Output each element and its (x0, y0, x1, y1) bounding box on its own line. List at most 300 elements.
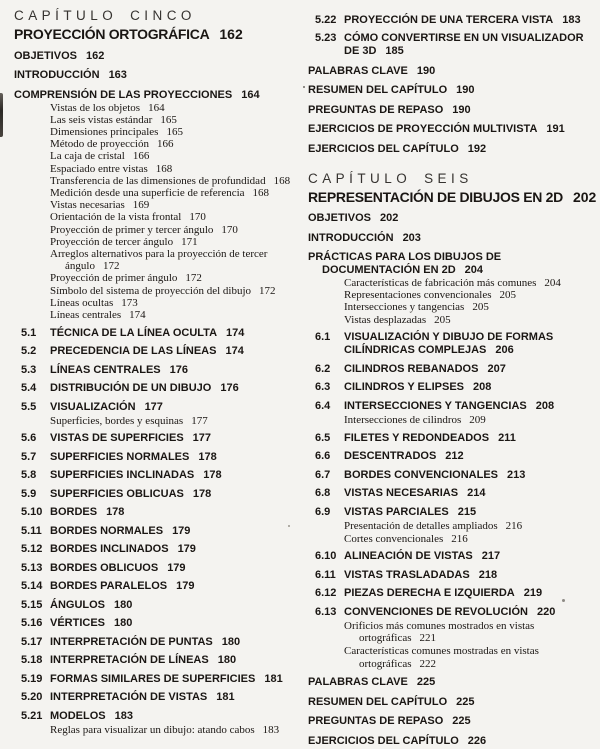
toc-entry-label (308, 84, 592, 97)
page-number: 217 (481, 550, 501, 563)
page-number: 176 (220, 382, 239, 395)
toc-entry-label (14, 50, 295, 63)
toc-entry-text: VISUALIZACIÓN (50, 400, 136, 413)
page-number: 174 (226, 326, 245, 339)
toc-subentry-text: Intersecciones de cilindros (344, 413, 462, 426)
toc-entry (308, 715, 592, 728)
toc-entry-body (50, 654, 295, 667)
toc-entry-text: DESCENTRADOS (344, 450, 437, 463)
page-number: 179 (167, 561, 186, 574)
chapter-page-number: 202 (572, 188, 597, 205)
toc-entry-body (50, 617, 295, 630)
toc-entry-label (50, 617, 295, 630)
toc-entry-label (50, 345, 295, 358)
toc-entry (308, 232, 592, 245)
chapter-kicker: CAPÍTULO CINCO (14, 8, 196, 23)
toc-entry (21, 636, 295, 649)
toc-entry-text: PRECEDENCIA DE LAS LÍNEAS (50, 345, 217, 358)
toc-entry-text: PROYECCIÓN DE UNA TERCERA VISTA (344, 13, 554, 26)
toc-entry-text: PALABRAS CLAVE (308, 64, 408, 77)
toc-entry-body (50, 673, 295, 686)
toc-entry (315, 400, 592, 426)
page-number: 214 (467, 487, 486, 500)
toc-entry (21, 401, 295, 427)
toc-entry-text: EJERCICIOS DE PROYECCIÓN MULTIVISTA (308, 123, 538, 135)
toc-subentry (344, 645, 592, 669)
toc-entry-body (50, 327, 295, 340)
page-number: 178 (203, 469, 222, 482)
toc-entry-text: BORDES INCLINADOS (50, 543, 169, 556)
page-number: 192 (467, 142, 487, 155)
page-number: 178 (192, 487, 212, 500)
toc-entry-text: TÉCNICA DE LA LÍNEA OCULTA (50, 326, 218, 339)
chapter-heading (14, 8, 295, 43)
toc-entry (315, 606, 592, 670)
toc-entry (315, 550, 592, 563)
toc-entry (21, 710, 295, 736)
section-number: 5.15 (21, 598, 43, 611)
toc-entry (315, 331, 592, 357)
toc-entry-label (308, 735, 592, 748)
page-number: 208 (535, 399, 555, 412)
page-number: 172 (259, 284, 276, 297)
toc-entry-body (308, 84, 592, 97)
section-number: 6.1 (315, 331, 331, 344)
toc-subentry (50, 126, 295, 138)
toc-entry-label (50, 654, 295, 667)
toc-subentry (50, 199, 295, 211)
toc-entry-body (14, 89, 295, 322)
section-number: 5.8 (21, 469, 37, 482)
toc-entry-text: PREGUNTAS DE REPASO (308, 103, 444, 116)
section-number: 5.1 (21, 326, 37, 339)
toc-entry (315, 450, 592, 463)
toc-entry-text: LÍNEAS CENTRALES (50, 363, 161, 376)
toc-subentry-text: Vistas necesarias (50, 199, 125, 212)
toc-entry-label (344, 606, 592, 619)
toc-entry-label (344, 469, 592, 482)
page-number: 212 (445, 450, 464, 463)
section-number: 5.5 (21, 400, 37, 413)
page-number: 216 (451, 532, 468, 545)
toc-subentry-text: Dimensiones principales (50, 125, 159, 138)
toc-entry (21, 673, 295, 686)
toc-entry-label (344, 432, 592, 445)
page-number: 168 (155, 162, 173, 175)
toc-entry-text: CÓMO CONVERTIRSE EN UN VISUALIZADOR DE 3D (344, 32, 584, 57)
toc-subentry-text: Proyección de tercer ángulo (50, 235, 174, 248)
toc-entry-body (308, 696, 592, 709)
page-number: 190 (456, 84, 475, 96)
section-number: 5.6 (21, 432, 37, 445)
section-number: 5.14 (21, 580, 43, 593)
toc-subentry-text: Orientación de la vista frontal (50, 211, 182, 224)
toc-entry-label (50, 580, 295, 593)
toc-subentry-text: Presentación de detalles ampliados (344, 519, 498, 532)
section-number: 6.7 (315, 468, 331, 481)
toc-column-right (300, 0, 600, 749)
page-number: 163 (108, 69, 127, 81)
toc-entry (315, 487, 592, 500)
page-number: 213 (507, 468, 526, 481)
toc-entry-label (50, 401, 295, 414)
toc-subentry-text: Proyección de primer y tercer ángulo (50, 223, 214, 236)
toc-subentry-text: Cortes convencionales (344, 532, 444, 545)
chapter-title (14, 26, 295, 43)
toc-entry (21, 469, 295, 482)
page-number: 203 (402, 231, 421, 244)
page-number: 180 (221, 635, 241, 648)
toc-entry-body (344, 569, 592, 582)
toc-entry-label (344, 381, 592, 394)
toc-subentry-text: Intersecciones y tangencias (344, 301, 465, 314)
page-number: 170 (189, 211, 206, 224)
page-number: 179 (172, 524, 191, 537)
toc-entry-text: BORDES OBLICUOS (50, 561, 159, 574)
page-number: 183 (262, 723, 280, 736)
page-number: 204 (544, 277, 561, 289)
section-number: 5.11 (21, 524, 42, 537)
page-number: 177 (144, 400, 163, 413)
toc-entry (21, 451, 295, 464)
toc-entry-text: RESUMEN DEL CAPÍTULO (308, 695, 448, 708)
page-number: 207 (487, 362, 506, 375)
toc-entry (315, 432, 592, 445)
toc-entry-label (308, 676, 592, 689)
toc-subentry-text: Características comunes mostradas en vistas ortográficas (344, 645, 539, 670)
toc-entry-body (344, 606, 592, 670)
section-number: 5.18 (21, 654, 43, 667)
page-number: 180 (217, 654, 237, 667)
toc-entry (21, 364, 295, 377)
toc-subentry (50, 224, 295, 236)
toc-entry-text: EJERCICIOS DEL CAPÍTULO (308, 142, 459, 155)
page-number: 174 (129, 308, 146, 321)
toc-entry-text: PALABRAS CLAVE (308, 676, 408, 689)
page-number: 219 (523, 587, 543, 600)
page-number: 181 (216, 691, 235, 704)
toc-entry-body (50, 432, 295, 445)
scan-artifact (288, 525, 290, 527)
toc-subentry-text: Espaciado entre vistas (50, 162, 148, 175)
page-number: 177 (192, 432, 212, 445)
toc-entry-text: DISTRIBUCIÓN DE UN DIBUJO (50, 382, 212, 395)
toc-entry-label (344, 487, 592, 500)
section-number: 6.6 (315, 450, 331, 463)
toc-entry-label (308, 212, 592, 225)
toc-subentry (50, 163, 295, 175)
toc-entry-body (344, 331, 592, 357)
toc-entry-label (308, 104, 592, 117)
toc-subentry (50, 248, 295, 272)
chapter-title-text: PROYECCIÓN ORTOGRÁFICA (14, 26, 210, 42)
section-number: 6.4 (315, 399, 331, 412)
page-number: 179 (176, 580, 195, 593)
toc-subentry-text: Símbolo del sistema de proyección del dibujo (50, 284, 252, 297)
section-number: 6.12 (315, 587, 337, 600)
toc-subentry (50, 187, 295, 199)
toc-entry-label (14, 69, 295, 82)
toc-entry-label (308, 123, 592, 136)
toc-entry (315, 14, 592, 27)
toc-entry-label (344, 506, 592, 519)
toc-entry-body (344, 469, 592, 482)
toc-entry (21, 382, 295, 395)
page-number: 181 (264, 672, 283, 685)
toc-entry-label (344, 400, 592, 413)
toc-entry-body (50, 506, 295, 519)
toc-subentry (344, 314, 592, 326)
page-number: 183 (114, 709, 133, 722)
toc-entry-text: COMPRENSIÓN DE LAS PROYECCIONES (14, 88, 233, 101)
toc-entry-text: PREGUNTAS DE REPASO (308, 715, 444, 728)
page-number: 205 (499, 289, 517, 302)
toc-entry-body (50, 382, 295, 395)
toc-entry-body (14, 50, 295, 63)
toc-subentry-text: Proyección de primer ángulo (50, 272, 178, 285)
page-number: 225 (416, 676, 436, 689)
toc-entry (21, 617, 295, 630)
toc-entry-text: BORDES PARALELOS (50, 580, 168, 593)
toc-entry (315, 469, 592, 482)
toc-entry-text: PIEZAS DERECHA E IZQUIERDA (344, 587, 515, 600)
toc-entry (315, 32, 592, 58)
toc-entry (308, 696, 592, 709)
scan-artifact (562, 599, 565, 602)
page-number: 221 (419, 632, 437, 645)
toc-subentry-text: Líneas ocultas (50, 296, 114, 309)
toc-entry-body (50, 691, 295, 704)
toc-subentry (50, 297, 295, 309)
toc-entry-label (344, 14, 592, 27)
toc-entry-body (308, 65, 592, 78)
toc-subentry-text: Método de proyección (50, 138, 149, 151)
toc-subentry (50, 236, 295, 248)
toc-entry (308, 676, 592, 689)
toc-entry-text: SUPERFICIES OBLICUAS (50, 487, 184, 500)
toc-entry (315, 506, 592, 545)
chapter-heading (308, 170, 597, 206)
toc-entry-label (344, 450, 592, 463)
toc-entry (14, 50, 295, 63)
page-number: 170 (221, 223, 238, 236)
page-number: 165 (166, 125, 183, 138)
page-number: 164 (148, 101, 165, 114)
toc-entry-body (308, 735, 592, 748)
toc-entry-text: INTERPRETACIÓN DE VISTAS (50, 691, 208, 704)
page-number: 225 (452, 715, 471, 728)
section-number: 6.5 (315, 431, 331, 444)
toc-entry-body (50, 488, 295, 501)
toc-entry-label (50, 364, 295, 377)
toc-entry-text: INTRODUCCIÓN (14, 69, 100, 81)
toc-entry-label (50, 543, 295, 556)
page-number: 225 (456, 695, 475, 708)
toc-entry-body (308, 212, 592, 225)
toc-entry-label (344, 587, 592, 600)
toc-entry (21, 525, 295, 538)
scan-artifact (303, 86, 305, 88)
page-number: 168 (252, 186, 270, 199)
toc-entry-text: OBJETIVOS (14, 49, 77, 62)
toc-subentry-text: Características de fabricación más comunes (344, 277, 537, 289)
section-number: 6.10 (315, 550, 337, 563)
toc-entry (21, 654, 295, 667)
toc-entry-text: INTERPRETACIÓN DE PUNTAS (50, 635, 213, 648)
toc-entry-body (50, 562, 295, 575)
toc-entry-body (50, 345, 295, 358)
page-number: 173 (121, 296, 138, 309)
toc-entry-text: INTERPRETACIÓN DE LÍNEAS (50, 654, 209, 667)
page-number: 183 (562, 13, 581, 26)
toc-entry-label (50, 488, 295, 501)
toc-entry-label (50, 382, 295, 395)
toc-entry-body (344, 14, 592, 27)
page-number: 202 (379, 212, 399, 224)
section-number: 5.10 (21, 506, 43, 519)
toc-entry (21, 488, 295, 501)
toc-entry-label (50, 525, 295, 538)
toc-entry (315, 587, 592, 600)
toc-entry-text: ALINEACIÓN DE VISTAS (344, 550, 473, 563)
toc-entry-label (344, 550, 592, 563)
toc-subentry (344, 289, 592, 301)
toc-entry-text: BORDES NORMALES (50, 524, 164, 537)
toc-entry-body (50, 580, 295, 593)
page-number: 179 (177, 543, 196, 556)
toc-entry-body (344, 587, 592, 600)
section-number: 6.2 (315, 362, 331, 375)
page-number: 169 (132, 199, 150, 212)
toc-subentry-text: Reglas para visualizar un dibujo: atando cabos (50, 723, 255, 736)
toc-entry-text: BORDES CONVENCIONALES (344, 468, 499, 481)
toc-entry-body (344, 487, 592, 500)
toc-entry-label (308, 232, 592, 245)
page-number: 166 (156, 138, 174, 151)
toc-subentry-text: Las seis vistas estándar (50, 113, 153, 126)
page-number: 180 (114, 617, 133, 630)
page-number: 177 (191, 414, 208, 427)
toc-entry-label (344, 331, 592, 357)
toc-entry-body (344, 400, 592, 426)
page-number: 205 (434, 313, 451, 326)
toc-entry (14, 89, 295, 322)
toc-subentry (50, 415, 295, 427)
section-number: 5.13 (21, 561, 43, 574)
toc-entry-text: FORMAS SIMILARES DE SUPERFICIES (50, 672, 256, 685)
toc-entry-body (308, 715, 592, 728)
toc-entry (315, 381, 592, 394)
toc-entry-text: VISTAS NECESARIAS (344, 487, 459, 500)
toc-entry-label (308, 696, 592, 709)
toc-entry-label (50, 673, 295, 686)
toc-entry (21, 345, 295, 358)
section-number: 5.23 (315, 32, 337, 44)
toc-entry (308, 143, 592, 156)
section-number: 5.17 (21, 635, 43, 648)
page-number: 190 (452, 103, 471, 116)
section-number: 5.16 (21, 617, 43, 630)
toc-subentry (344, 520, 592, 532)
toc-subentry (50, 724, 295, 736)
page-number: 174 (225, 345, 244, 358)
toc-entry-body (50, 364, 295, 377)
toc-entry-text: RESUMEN DEL CAPÍTULO (308, 84, 448, 96)
toc-entry-body (50, 636, 295, 649)
toc-entry-body (344, 450, 592, 463)
toc-entry-text: INTRODUCCIÓN (308, 231, 394, 244)
toc-entry (21, 543, 295, 556)
toc-entry-text: VISTAS PARCIALES (344, 505, 449, 518)
toc-entry-body (308, 143, 592, 156)
chapter-page-number: 162 (219, 26, 243, 42)
section-number: 5.20 (21, 691, 43, 704)
toc-entry (21, 580, 295, 593)
toc-subentry (50, 138, 295, 150)
section-number: 6.13 (315, 605, 337, 618)
section-number: 5.7 (21, 450, 37, 463)
toc-subentry (50, 175, 295, 187)
toc-subentry (50, 285, 295, 297)
toc-entry-text: EJERCICIOS DEL CAPÍTULO (308, 734, 459, 747)
section-number: 5.2 (21, 345, 37, 358)
toc-subentry (344, 620, 592, 644)
page-number: 208 (473, 381, 492, 394)
section-number: 5.12 (21, 543, 43, 556)
page-number: 172 (102, 260, 120, 273)
toc-entry-body (344, 381, 592, 394)
page-number: 215 (457, 505, 477, 518)
page-number: 180 (114, 598, 133, 611)
page-number: 166 (132, 150, 150, 163)
toc-entry-label (50, 691, 295, 704)
toc-entry-label (308, 143, 592, 156)
toc-entry-text: CILINDROS REBANADOS (344, 362, 479, 375)
toc-subentry-text: Arreglos alternativos para la proyección de tercer ángulo (50, 247, 268, 273)
chapter-title-text: REPRESENTACIÓN DE DIBUJOS EN 2D (308, 188, 563, 205)
toc-subentry-text: Medición desde una superficie de referencia (50, 186, 245, 199)
toc-entry-text: VÉRTICES (50, 617, 106, 630)
toc-entry (21, 506, 295, 519)
section-number: 5.3 (21, 363, 37, 376)
page-number: 209 (469, 413, 486, 426)
scan-artifact (0, 93, 3, 137)
toc-subentry-text: Representaciones convencionales (344, 289, 492, 302)
toc-subentry (344, 533, 592, 545)
toc-entry-body (308, 676, 592, 689)
toc-entry-text: VISTAS DE SUPERFICIES (50, 432, 184, 445)
page-number: 211 (498, 431, 516, 444)
toc-subentry (50, 309, 295, 321)
toc-entry (308, 735, 592, 748)
toc-entry (21, 691, 295, 704)
toc-entry-label (344, 569, 592, 582)
page-number: 165 (160, 113, 177, 126)
toc-entry-body (308, 251, 592, 326)
page-number: 206 (495, 344, 514, 357)
toc-entry (315, 569, 592, 582)
chapter-title (308, 188, 597, 206)
page-number: 190 (416, 64, 436, 77)
toc-subentry (50, 102, 295, 114)
toc-entry-text: VISTAS TRASLADADAS (344, 568, 470, 581)
toc-entry-body (308, 123, 592, 136)
toc-entry-body (50, 599, 295, 612)
toc-subentry (344, 277, 592, 289)
toc-entry-text: VISUALIZACIÓN Y DIBUJO DE FORMAS CILÍNDRICAS COMPLEJAS (344, 331, 554, 357)
toc-subentry (50, 150, 295, 162)
page-number: 168 (273, 174, 291, 187)
